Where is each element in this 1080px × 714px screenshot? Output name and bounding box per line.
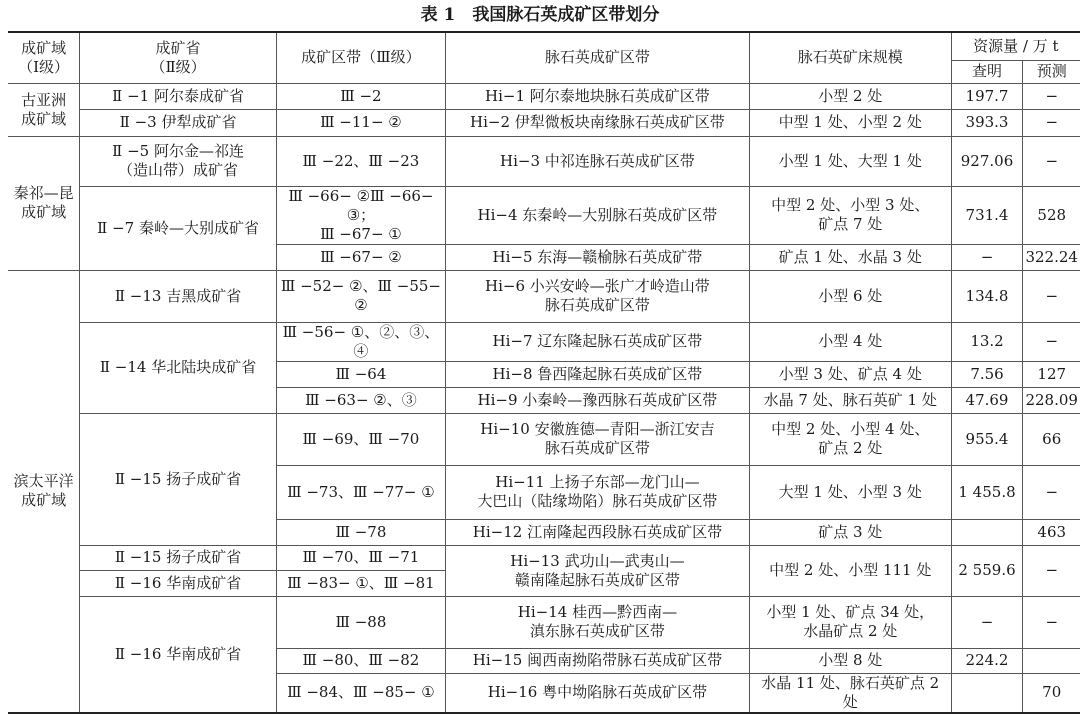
scale-cell: 中型 2 处、小型 3 处、 矿点 7 处 <box>749 186 951 244</box>
belt3-cell: Ⅲ −22、Ⅲ −23 <box>276 136 445 186</box>
scale-cell: 矿点 1 处、水晶 3 处 <box>749 244 951 270</box>
belt-cell: Hi−10 安徽旌德—青阳—浙江安吉 脉石英成矿区带 <box>445 413 749 465</box>
belt3-cell: Ⅲ −56− ①、②、③、④ <box>276 322 445 361</box>
forecast-cell: − <box>1023 83 1080 109</box>
forecast-cell <box>1023 648 1080 673</box>
forecast-cell: 322.24 <box>1023 244 1080 270</box>
belt-cell: Hi−16 粤中坳陷脉石英成矿区带 <box>445 673 749 713</box>
province-cell: Ⅱ −14 华北陆块成矿省 <box>80 322 277 413</box>
belt3-cell: Ⅲ −52− ②、Ⅲ −55− ② <box>276 270 445 322</box>
belt3-cell: Ⅲ −70、Ⅲ −71 <box>276 545 445 570</box>
forecast-cell: 127 <box>1023 361 1080 387</box>
province-cell: Ⅱ −16 华南成矿省 <box>80 570 277 596</box>
header-forecast: 预测 <box>1023 60 1080 83</box>
belt-cell: Hi−11 上扬子东部—龙门山— 大巴山（陆缘坳陷）脉石英成矿区带 <box>445 465 749 519</box>
header-proven: 查明 <box>951 60 1023 83</box>
belt3-cell: Ⅲ −78 <box>276 519 445 545</box>
scale-cell: 小型 8 处 <box>749 648 951 673</box>
proven-cell: 2 559.6 <box>951 545 1023 596</box>
forecast-cell: − <box>1023 596 1080 648</box>
belt-cell: Hi−1 阿尔泰地块脉石英成矿区带 <box>445 83 749 109</box>
ore-belt-table <box>8 31 1080 714</box>
province-cell: Ⅱ −15 扬子成矿省 <box>80 413 277 545</box>
proven-cell: 224.2 <box>951 648 1023 673</box>
forecast-cell: − <box>1023 136 1080 186</box>
province-cell: Ⅱ −15 扬子成矿省 <box>80 545 277 570</box>
scale-cell: 小型 2 处 <box>749 83 951 109</box>
proven-cell: 47.69 <box>951 387 1023 413</box>
domain-cell: 滨太平洋 成矿域 <box>8 270 80 713</box>
proven-cell <box>951 673 1023 713</box>
scale-cell: 矿点 3 处 <box>749 519 951 545</box>
domain-cell: 秦祁—昆 成矿域 <box>8 136 80 270</box>
proven-cell: − <box>951 596 1023 648</box>
scale-cell: 中型 2 处、小型 111 处 <box>749 545 951 596</box>
proven-cell: 7.56 <box>951 361 1023 387</box>
scale-cell: 小型 4 处 <box>749 322 951 361</box>
province-cell: Ⅱ −1 阿尔泰成矿省 <box>80 83 277 109</box>
header-belt: 脉石英成矿区带 <box>445 32 749 83</box>
belt3-cell: Ⅲ −83− ①、Ⅲ −81 <box>276 570 445 596</box>
header-scale: 脉石英矿床规模 <box>749 32 951 83</box>
header-province: 成矿省 （Ⅱ级） <box>80 32 277 83</box>
belt-cell: Hi−3 中祁连脉石英成矿区带 <box>445 136 749 186</box>
proven-cell <box>951 519 1023 545</box>
belt3-cell: Ⅲ −80、Ⅲ −82 <box>276 648 445 673</box>
province-cell: Ⅱ −3 伊犁成矿省 <box>80 109 277 136</box>
belt3-cell: Ⅲ −64 <box>276 361 445 387</box>
belt-cell: Hi−4 东秦岭—大别脉石英成矿区带 <box>445 186 749 244</box>
forecast-cell: − <box>1023 109 1080 136</box>
province-cell: Ⅱ −7 秦岭—大别成矿省 <box>80 186 277 270</box>
proven-cell: 197.7 <box>951 83 1023 109</box>
table-caption: 表 1 我国脉石英成矿区带划分 <box>420 5 660 25</box>
header-resource: 资源量 / 万 t <box>951 32 1080 60</box>
forecast-cell: − <box>1023 322 1080 361</box>
forecast-cell: 463 <box>1023 519 1080 545</box>
forecast-cell: 66 <box>1023 413 1080 465</box>
forecast-cell: − <box>1023 270 1080 322</box>
scale-cell: 水晶 7 处、脉石英矿 1 处 <box>749 387 951 413</box>
proven-cell: 927.06 <box>951 136 1023 186</box>
belt3-cell: Ⅲ −11− ② <box>276 109 445 136</box>
belt-cell: Hi−5 东海—赣榆脉石英成矿带 <box>445 244 749 270</box>
header-domain: 成矿域 （Ⅰ级） <box>8 32 80 83</box>
belt3-cell: Ⅲ −66− ②Ⅲ −66− ③； Ⅲ −67− ① <box>276 186 445 244</box>
scale-cell: 小型 1 处、矿点 34 处， 水晶矿点 2 处 <box>749 596 951 648</box>
belt3-cell: Ⅲ −69、Ⅲ −70 <box>276 413 445 465</box>
scale-cell: 小型 1 处、大型 1 处 <box>749 136 951 186</box>
belt3-cell: Ⅲ −73、Ⅲ −77− ① <box>276 465 445 519</box>
belt-cell: Hi−8 鲁西隆起脉石英成矿区带 <box>445 361 749 387</box>
belt-cell: Hi−7 辽东隆起脉石英成矿区带 <box>445 322 749 361</box>
proven-cell: 134.8 <box>951 270 1023 322</box>
belt-cell: Hi−13 武功山—武夷山— 赣南隆起脉石英成矿区带 <box>445 545 749 596</box>
scale-cell: 小型 6 处 <box>749 270 951 322</box>
belt3-cell: Ⅲ −67− ② <box>276 244 445 270</box>
proven-cell: 393.3 <box>951 109 1023 136</box>
proven-cell: 13.2 <box>951 322 1023 361</box>
forecast-cell: − <box>1023 465 1080 519</box>
forecast-cell: 528 <box>1023 186 1080 244</box>
header-belt3: 成矿区带（Ⅲ级） <box>276 32 445 83</box>
belt-cell: Hi−2 伊犁微板块南缘脉石英成矿区带 <box>445 109 749 136</box>
province-cell: Ⅱ −5 阿尔金—祁连 （造山带）成矿省 <box>80 136 277 186</box>
forecast-cell: 70 <box>1023 673 1080 713</box>
belt3-cell: Ⅲ −88 <box>276 596 445 648</box>
scale-cell: 小型 3 处、矿点 4 处 <box>749 361 951 387</box>
province-cell: Ⅱ −13 吉黑成矿省 <box>80 270 277 322</box>
belt3-cell: Ⅲ −2 <box>276 83 445 109</box>
proven-cell: 731.4 <box>951 186 1023 244</box>
forecast-cell: − <box>1023 545 1080 596</box>
belt-cell: Hi−14 桂西—黔西南— 滇东脉石英成矿区带 <box>445 596 749 648</box>
proven-cell: 955.4 <box>951 413 1023 465</box>
scale-cell: 大型 1 处、小型 3 处 <box>749 465 951 519</box>
scale-cell: 中型 2 处、小型 4 处、 矿点 2 处 <box>749 413 951 465</box>
scale-cell: 中型 1 处、小型 2 处 <box>749 109 951 136</box>
forecast-cell: 228.09 <box>1023 387 1080 413</box>
proven-cell: 1 455.8 <box>951 465 1023 519</box>
proven-cell: − <box>951 244 1023 270</box>
province-cell: Ⅱ −16 华南成矿省 <box>80 596 277 713</box>
belt-cell: Hi−9 小秦岭—豫西脉石英成矿区带 <box>445 387 749 413</box>
scale-cell: 水晶 11 处、脉石英矿点 2 处 <box>749 673 951 713</box>
belt-cell: Hi−15 闽西南拗陷带脉石英成矿区带 <box>445 648 749 673</box>
belt3-cell: Ⅲ −63− ②、③ <box>276 387 445 413</box>
belt3-cell: Ⅲ −84、Ⅲ −85− ① <box>276 673 445 713</box>
belt-cell: Hi−6 小兴安岭—张广才岭造山带 脉石英成矿区带 <box>445 270 749 322</box>
belt-cell: Hi−12 江南隆起西段脉石英成矿区带 <box>445 519 749 545</box>
domain-cell: 古亚洲 成矿域 <box>8 83 80 136</box>
